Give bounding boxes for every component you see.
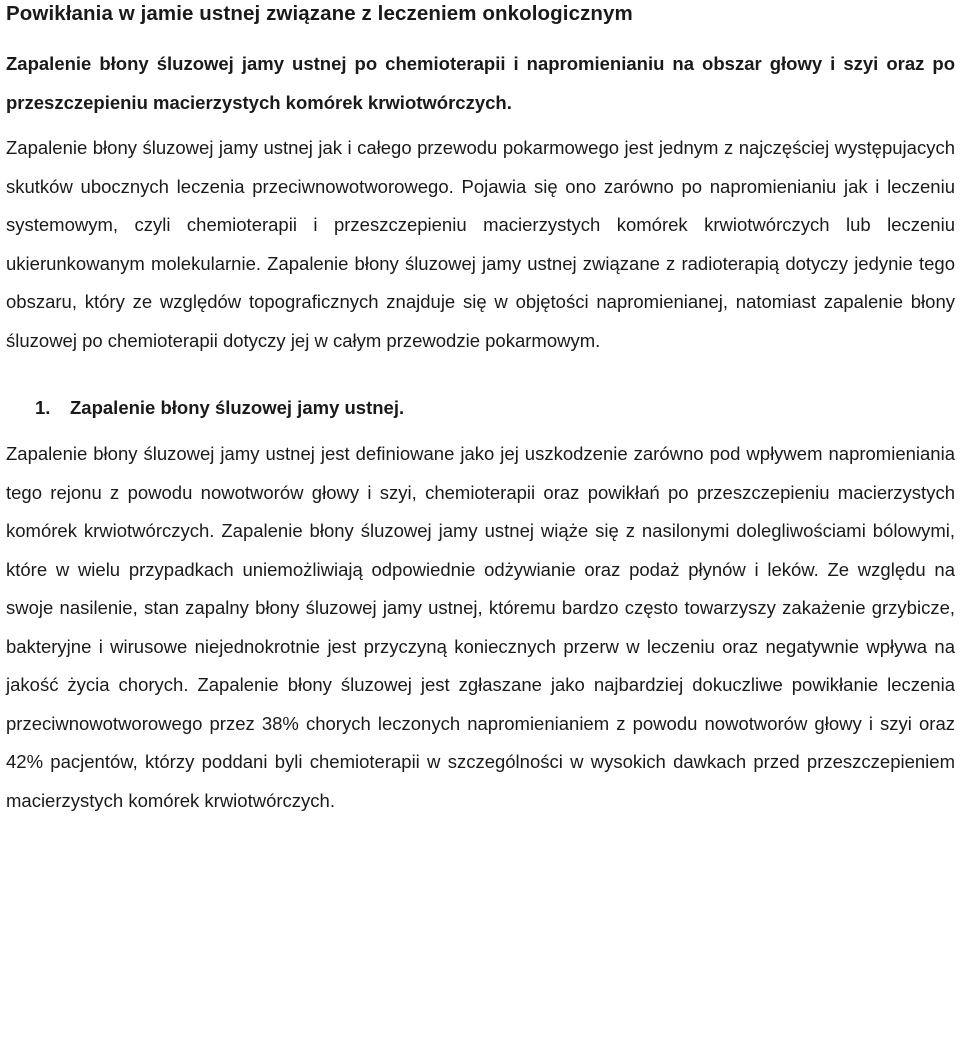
intro-paragraph: Zapalenie błony śluzowej jamy ustnej jak i całego przewodu pokarmowego jest jednym z najczęściej występujacych skutków ubocznych leczenia przeciwnowotworowego. Pojawia się ono zarówno po napromienianiu jak i leczeniu systemowym, czyli chemioterapii i przeszczepieniu macierzystych komórek krwiotwórczych lub leczeniu ukierunkowanym molekularnie. Zapalenie błony śluzowej jamy ustnej związane z radioterapią dotyczy jedynie tego obszaru, który ze względów topograficznych znajduje się w objętości napromienianej, natomiast zapalenie błony śluzowej po chemioterapii dotyczy jej w całym przewodzie pokarmowym. <box>6 137 955 351</box>
document-subtitle: Zapalenie błony śluzowej jamy ustnej po chemioterapii i napromienianiu na obszar głowy i szyi oraz po przeszczepieniu macierzystych komórek krwiotwórczych. <box>6 53 955 113</box>
section-paragraph: Zapalenie błony śluzowej jamy ustnej jest definiowane jako jej uszkodzenie zarówno pod wpływem napromieniania tego rejonu z powodu nowotworów głowy i szyi, chemioterapii oraz powikłań po przeszczepieniu macierzystych komórek krwiotwórczych. Zapalenie błony śluzowej jamy ustnej wiąże się z nasilonymi dolegliwościami bólowymi, które w wielu przypadkach uniemożliwiają odpowiednie odżywianie oraz podaż płynów i leków. Ze względu na swoje nasilenie, stan zapalny błony śluzowej jamy ustnej, któremu bardzo często towarzyszy zakażenie grzybicze, bakteryjne i wirusowe niejednokrotnie jest przyczyną koniecznych przerw w leczeniu oraz negatywnie wpływa na jakość życia chorych. Zapalenie błony śluzowej jest zgłaszane jako najbardziej dokuczliwe powikłanie leczenia przeciwnowotworowego przez 38% chorych leczonych napromienianiem z powodu nowotworów głowy i szyi oraz 42% pacjentów, którzy poddani byli chemioterapii w szczególności w wysokich dawkach przed przeszczepieniem macierzystych komórek krwiotwórczych. <box>6 443 955 811</box>
section-heading <box>6 389 955 427</box>
section-number: 1. <box>35 397 51 418</box>
section-heading-text: Zapalenie błony śluzowej jamy ustnej. <box>70 397 405 418</box>
document-title: Powikłania w jamie ustnej związane z leczeniem onkologicznym <box>6 2 633 25</box>
